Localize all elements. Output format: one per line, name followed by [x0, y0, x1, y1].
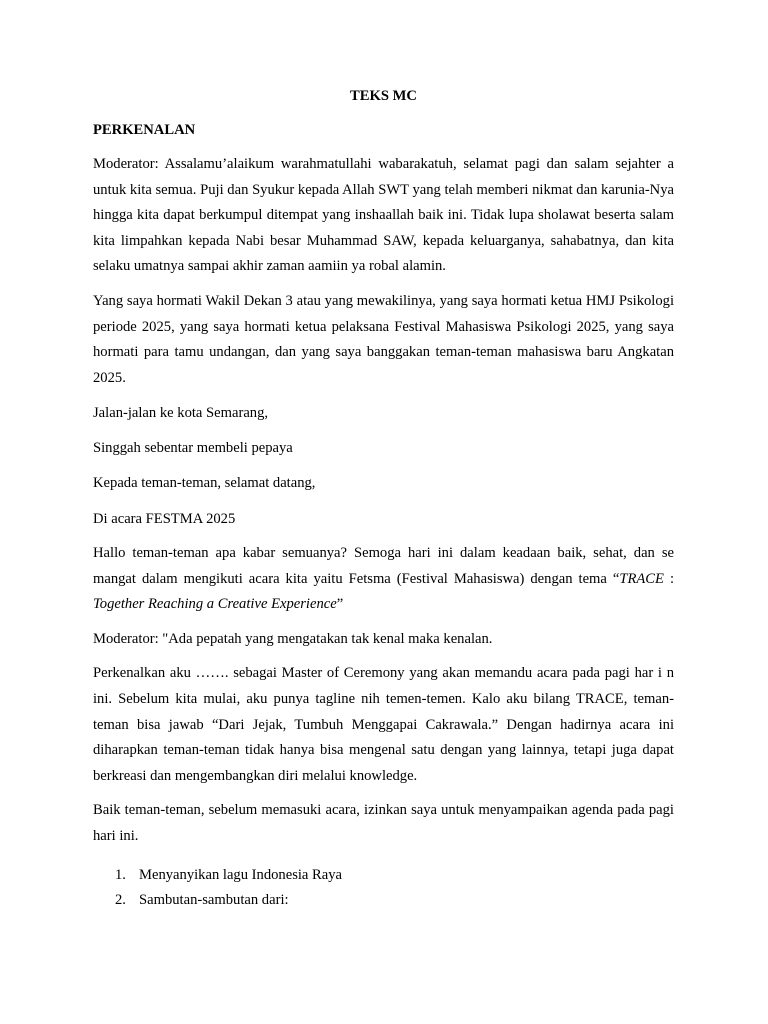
document-body: [93, 86, 674, 913]
theme-intro-text: Hallo teman-teman apa kabar semuanya? Semoga hari ini dalam keadaan baik, sehat, dan se mangat dalam mengikuti acara kita yaitu Fetsma (Festival Mahasiswa) dengan tema “: [93, 545, 674, 587]
paragraph-introduction: Perkenalkan aku ……. sebagai Master of Ceremony yang akan memandu acara pada pagi har i n ini. Sebelum kita mulai, aku punya tagline nih temen-temen. Kalo aku bilang TRACE, teman-teman bisa jawab “Dari Jejak, Tumbuh Menggapai Cakrawala.” Dengan hadirnya acara ini diharapkan teman-teman tidak hanya bisa mengenal satu dengan yang lainnya, tetapi juga dapat berkreasi dan mengembangkan diri melalui knowledge.: [93, 665, 674, 784]
agenda-item: [93, 863, 674, 888]
theme-separator: :: [663, 570, 675, 587]
paragraph-moderator-proverb: Moderator: "Ada pepatah yang mengatakan tak kenal maka kenalan.: [93, 630, 493, 647]
theme-subtitle: Together Reaching a Creative Experience: [93, 596, 337, 613]
paragraph-theme: [93, 541, 674, 618]
agenda-list: [93, 863, 674, 914]
paragraph-opening: Moderator: Assalamu’alaikum warahmatullahi wabarakatuh, selamat pagi dan salam sejahter a untuk kita semua. Puji dan Syukur kepada Allah SWT yang telah memberi nikmat dan karunia-Nya hingga kita dapat berkumpul ditempat yang inshaallah baik ini. Tidak lupa sholawat beserta salam kita limpahkan kepada Nabi besar Muhammad SAW, kepada keluarganya, sahabatnya, dan kita selaku umatnya sampai akhir zaman aamiin ya robal alamin.: [93, 156, 674, 275]
pantun-line-1: Jalan-jalan ke kota Semarang,: [93, 404, 269, 421]
agenda-item-number: 2.: [115, 892, 126, 909]
pantun-line-4: Di acara FESTMA 2025: [93, 510, 236, 527]
document-title: TEKS MC: [350, 88, 417, 104]
agenda-item-text: Sambutan-sambutan dari:: [139, 892, 289, 909]
theme-trace: TRACE: [619, 570, 664, 587]
pantun-line-3: Kepada teman-teman, selamat datang,: [93, 475, 316, 492]
pantun-line-2: Singgah sebentar membeli pepaya: [93, 440, 293, 457]
paragraph-greetings: Yang saya hormati Wakil Dekan 3 atau yang mewakilinya, yang saya hormati ketua HMJ Psikologi periode 2025, yang saya hormati ketua pelaksana Festival Mahasiswa Psikologi 2025, yang saya hormati para tamu undangan, dan yang saya banggakan teman-teman mahasiswa baru Angkatan 2025.: [93, 292, 674, 386]
section-heading: PERKENALAN: [93, 122, 196, 138]
agenda-item-number: 1.: [115, 866, 126, 883]
paragraph-agenda-intro: Baik teman-teman, sebelum memasuki acara, izinkan saya untuk menyampaikan agenda pada pagi hari ini.: [93, 802, 674, 845]
agenda-item: [93, 888, 674, 913]
agenda-item-text: Menyanyikan lagu Indonesia Raya: [139, 866, 343, 883]
theme-close-quote: ”: [336, 596, 344, 613]
